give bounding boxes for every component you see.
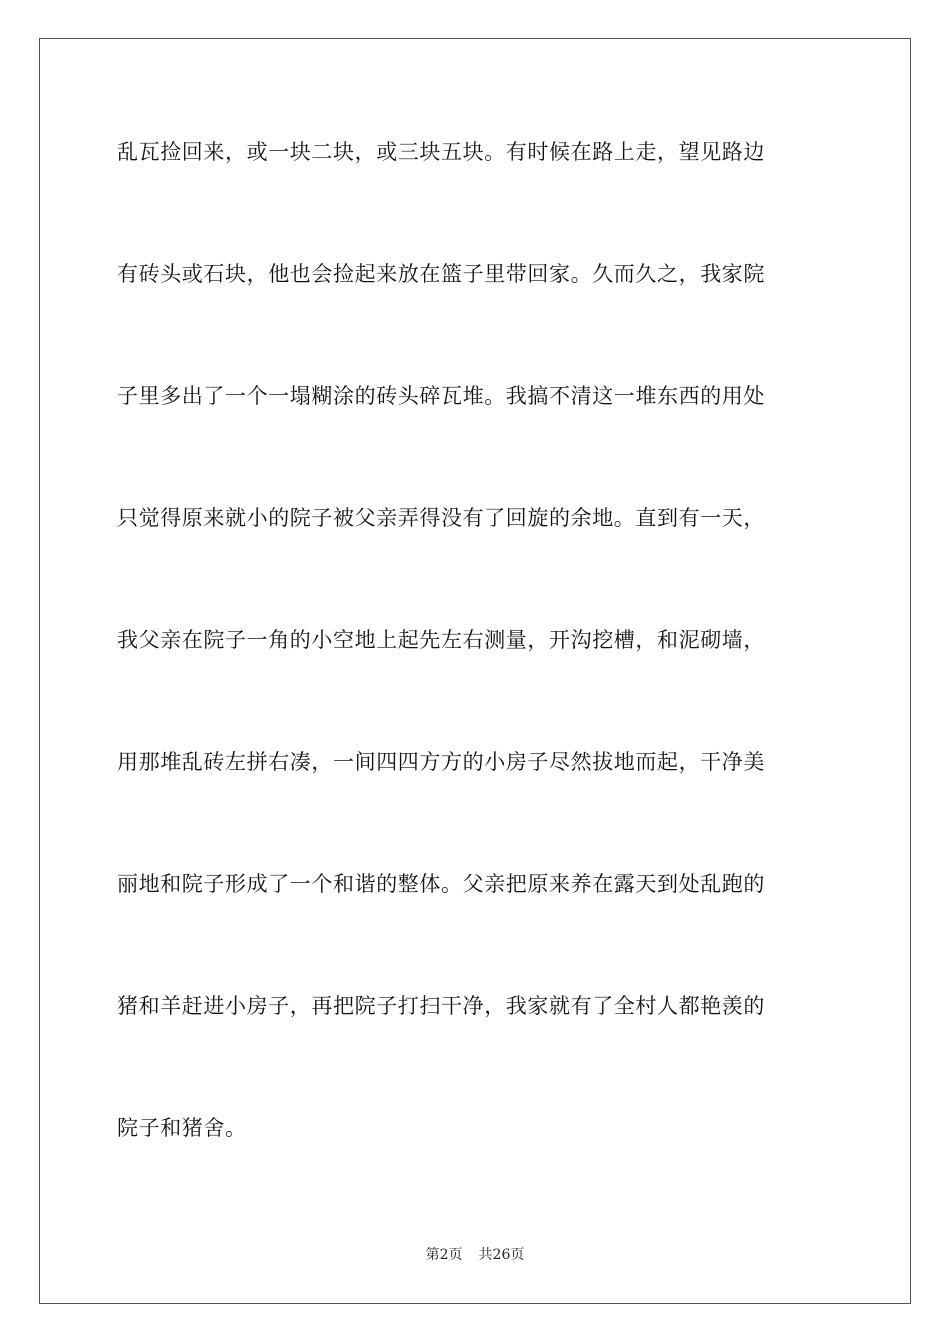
text-line: 用那堆乱砖左拼右凑，一间四四方方的小房子尽然拔地而起，干净美: [117, 750, 765, 774]
text-line: 有砖头或石块，他也会捡起来放在篮子里带回家。久而久之，我家院: [117, 262, 765, 286]
text-line: 乱瓦捡回来，或一块二块，或三块五块。有时候在路上走，望见路边: [117, 140, 765, 164]
text-line: 只觉得原来就小的院子被父亲弄得没有了回旋的余地。直到有一天，: [117, 506, 765, 530]
page-total: 共26页: [478, 1247, 525, 1263]
page-number: 第2页: [425, 1247, 463, 1263]
text-line: 院子和猪舍。: [117, 1116, 247, 1140]
text-line: 猪和羊赶进小房子，再把院子打扫干净，我家就有了全村人都艳羡的: [117, 994, 765, 1018]
page-footer: [0, 1244, 950, 1264]
text-line: 子里多出了一个一塌糊涂的砖头碎瓦堆。我搞不清这一堆东西的用处: [117, 384, 765, 408]
text-line: 丽地和院子形成了一个和谐的整体。父亲把原来养在露天到处乱跑的: [117, 872, 765, 896]
text-line: 我父亲在院子一角的小空地上起先左右测量，开沟挖槽，和泥砌墙，: [117, 628, 765, 652]
